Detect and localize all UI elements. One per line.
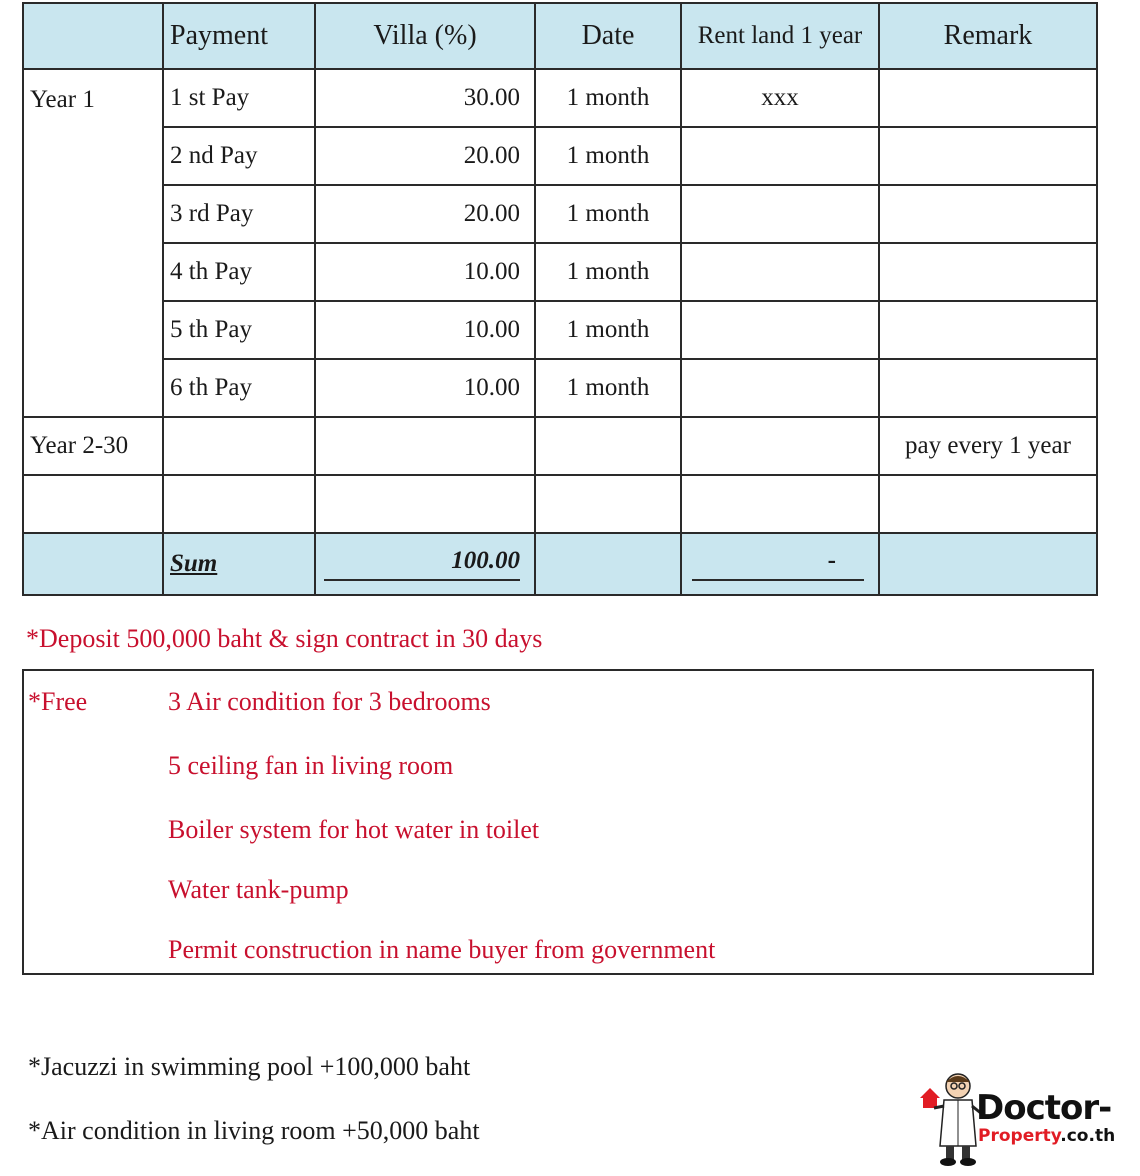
date-cell: 1 month <box>535 243 681 301</box>
table-row <box>23 127 1097 185</box>
free-item: Water tank-pump <box>168 875 349 904</box>
villa-percent-cell: 30.00 <box>315 69 535 127</box>
rent-cell <box>681 185 879 243</box>
table-row <box>23 359 1097 417</box>
header-rent-land: Rent land 1 year <box>681 3 879 69</box>
sum-label: Sum <box>170 550 218 577</box>
sum-rent-value: - <box>692 547 864 581</box>
table-row <box>23 185 1097 243</box>
header-remark: Remark <box>879 3 1097 69</box>
table-row <box>23 243 1097 301</box>
payment-cell: 5 th Pay <box>163 301 315 359</box>
remark-cell <box>879 243 1097 301</box>
payment-cell: 4 th Pay <box>163 243 315 301</box>
remark-cell <box>879 69 1097 127</box>
doctor-property-logo <box>916 1068 1126 1168</box>
villa-percent-cell: 20.00 <box>315 127 535 185</box>
remark-cell <box>879 359 1097 417</box>
date-cell: 1 month <box>535 185 681 243</box>
free-item: 5 ceiling fan in living room <box>168 751 454 780</box>
villa-percent-cell: 10.00 <box>315 301 535 359</box>
deposit-note: *Deposit 500,000 baht & sign contract in 30 days <box>26 624 543 653</box>
villa-percent-cell: 20.00 <box>315 185 535 243</box>
payment-schedule-table <box>22 2 1098 596</box>
remark-cell <box>879 185 1097 243</box>
rent-cell <box>681 127 879 185</box>
header-villa: Villa (%) <box>315 3 535 69</box>
payment-cell: 3 rd Pay <box>163 185 315 243</box>
remark-cell <box>879 127 1097 185</box>
table-row <box>23 417 1097 475</box>
free-item: Boiler system for hot water in toilet <box>168 815 540 844</box>
table-row-empty <box>23 475 1097 533</box>
rent-cell <box>681 243 879 301</box>
free-item: 3 Air condition for 3 bedrooms <box>168 687 491 716</box>
date-cell: 1 month <box>535 301 681 359</box>
free-item: Permit construction in name buyer from government <box>168 935 716 964</box>
date-cell: 1 month <box>535 69 681 127</box>
logo-text-doctor: Doctor- <box>976 1088 1112 1128</box>
year-2-30-remark: pay every 1 year <box>879 417 1097 475</box>
rent-cell <box>681 359 879 417</box>
rent-cell: xxx <box>681 69 879 127</box>
extra-option-jacuzzi: *Jacuzzi in swimming pool +100,000 baht <box>28 1052 471 1081</box>
free-label: *Free <box>28 687 88 716</box>
header-date: Date <box>535 3 681 69</box>
year-2-30-label: Year 2-30 <box>23 417 163 475</box>
header-cell-blank <box>23 3 163 69</box>
payment-cell: 6 th Pay <box>163 359 315 417</box>
payment-cell: 2 nd Pay <box>163 127 315 185</box>
payment-cell: 1 st Pay <box>163 69 315 127</box>
table-row <box>23 69 1097 127</box>
free-items-box <box>22 669 1094 975</box>
date-cell <box>535 417 681 475</box>
year-1-label: Year 1 <box>23 69 163 417</box>
rent-cell <box>681 301 879 359</box>
payment-cell <box>163 417 315 475</box>
logo-text-property: Property.co.th <box>978 1126 1116 1146</box>
table-header-row <box>23 3 1097 69</box>
sum-row <box>23 533 1097 595</box>
header-payment: Payment <box>163 3 315 69</box>
rent-cell <box>681 417 879 475</box>
sum-villa-value: 100.00 <box>324 547 520 581</box>
villa-percent-cell: 10.00 <box>315 243 535 301</box>
remark-cell <box>879 301 1097 359</box>
table-row <box>23 301 1097 359</box>
date-cell: 1 month <box>535 359 681 417</box>
extra-option-air-condition: *Air condition in living room +50,000 baht <box>28 1116 480 1145</box>
date-cell: 1 month <box>535 127 681 185</box>
villa-percent-cell <box>315 417 535 475</box>
villa-percent-cell: 10.00 <box>315 359 535 417</box>
